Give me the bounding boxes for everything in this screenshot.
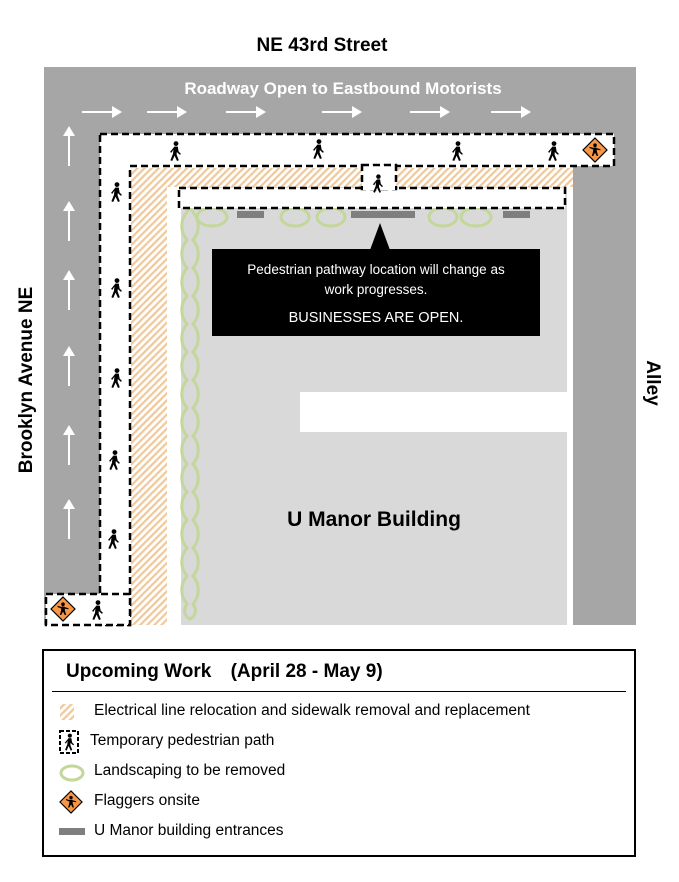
street-label-north: NE 43rd Street [256,35,388,56]
entrance-bar-icon [58,822,88,842]
callout-line-2: work progresses. [324,282,428,297]
legend-item-label: Flaggers onsite [94,792,200,809]
legend-item [58,819,628,845]
entrance-bar-icon [351,211,415,218]
legend [42,649,636,857]
callout-line-1: Pedestrian pathway location will change as [247,262,505,277]
legend-dates: (April 28 - May 9) [230,661,383,682]
legend-item [58,729,628,755]
building-courtyard [300,392,567,432]
street-label-east: Alley [642,360,663,406]
roadway-note: Roadway Open to Eastbound Motorists [184,79,502,98]
flagger-icon [58,790,88,814]
legend-item [58,759,628,785]
legend-title [66,661,383,683]
entrance-bar-icon [237,211,264,218]
entrance-bar-icon [503,211,530,218]
legend-item [58,789,628,815]
legend-item-label: Temporary pedestrian path [90,732,275,749]
legend-item-label: Electrical line relocation and sidewalk removal and replacement [94,702,530,719]
pedestrian-path-entrance [179,188,565,208]
callout-line-3: BUSINESSES ARE OPEN. [288,310,464,326]
pedestrian-path-icon [58,730,88,754]
legend-item [58,699,628,725]
landscaping-icon [58,762,88,782]
legend-title-text: Upcoming Work [66,661,212,682]
legend-item-label: U Manor building entrances [94,822,284,839]
hatch-swatch-icon [58,702,88,722]
legend-divider [52,691,626,692]
street-label-west: Brooklyn Avenue NE [16,286,37,474]
building-label: U Manor Building [287,508,461,531]
legend-item-label: Landscaping to be removed [94,762,286,779]
